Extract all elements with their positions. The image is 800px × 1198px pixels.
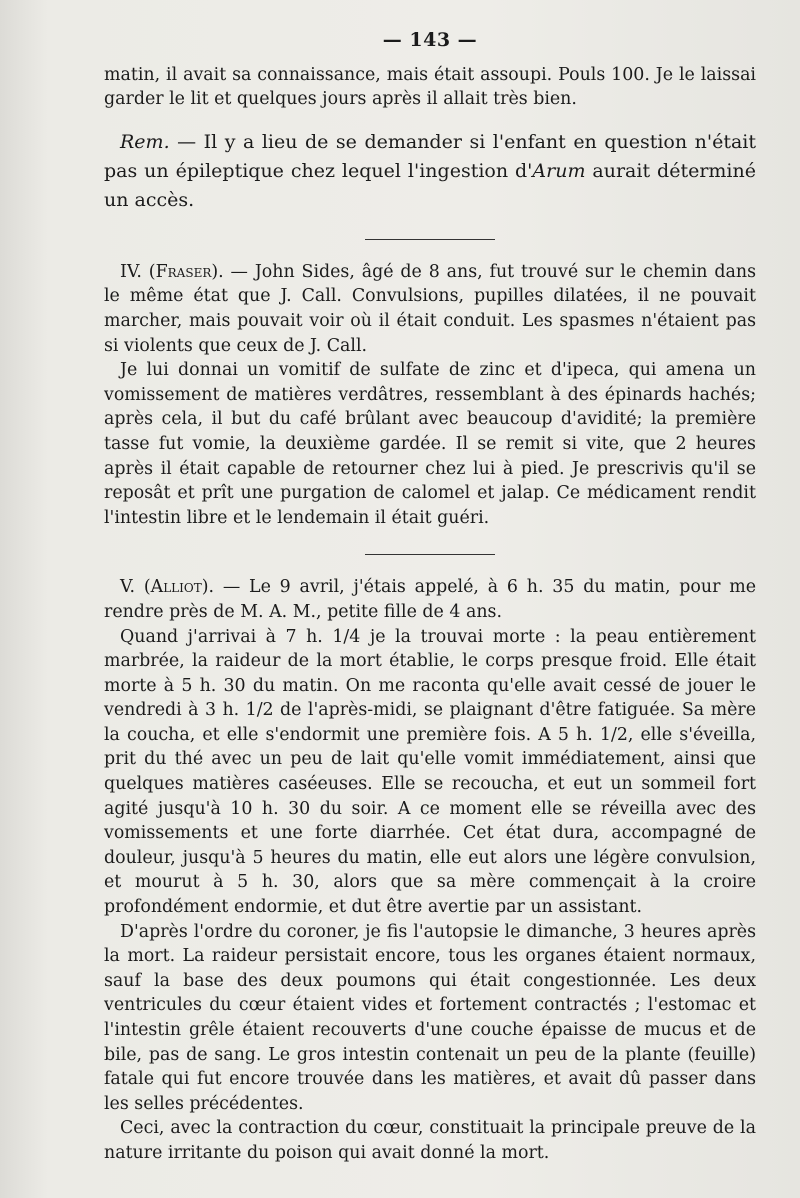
page-content — [104, 28, 756, 1166]
case-v-text: ). — Le 9 avril, j'étais appelé, à 6 h. 35 du matin, pour me rendre près de M. A. M., petite fille de 4 ans. — [104, 577, 756, 622]
remark-label: Rem. — [120, 130, 170, 153]
section-divider — [365, 239, 495, 240]
case-iv-text: ). — John Sides, âgé de 8 ans, fut trouvé sur le chemin dans le même état que J. Call. Convulsions, pupilles dilatées, il ne pouvait marcher, mais pouvait voir où il était conduit. Les spasmes n'étaient pas si violents que ceux de J. Call. — [104, 261, 756, 356]
paragraph-continuation: matin, il avait sa connaissance, mais était assoupi. Pouls 100. Je le laissai garder le lit et quelques jours après il allait très bien. — [104, 64, 756, 110]
case-v-conclusion: Ceci, avec la contraction du cœur, constituait la principale preuve de la nature irritante du poison qui avait donné la mort. — [104, 1118, 756, 1163]
remark-text-a: — Il y a lieu de se demander si l'enfant en question n'était pas un épileptique chez lequel l'ingestion d' — [104, 130, 756, 182]
page-number: — 143 — — [382, 29, 478, 51]
section-divider-2 — [365, 554, 495, 555]
case-iv-paragraph — [104, 260, 756, 358]
case-v-number: V. ( — [120, 577, 151, 598]
case-v-paragraph — [104, 575, 756, 624]
remark-text-b: aurait déterminé un accès. — [104, 159, 756, 211]
case-v-autopsy: D'après l'ordre du coroner, je fis l'autopsie le dimanche, 3 heures après la mort. La raideur persistait encore, tous les organes étaient normaux, sauf la base des deux poumons qui était congestionnée. Les deux ventricules du cœur étaient vides et fortement contractés ; l'estomac et l'intestin grêle étaient recouverts d'une couche épaisse de mucus et de bile, pas de sang. Le gros intestin contenait un peu de la plante (feuille) fatale qui fut encore trouvée dans les matières, et avait dû passer dans les selles précédentes. — [104, 921, 756, 1114]
case-v-narrative: Quand j'arrivai à 7 h. 1/4 je la trouvai morte : la peau entièrement marbrée, la raideur de la mort établie, le corps presque froid. Elle était morte à 5 h. 30 du matin. On me raconta qu'elle avait cessé de jouer le vendredi à 3 h. 1/2 de l'après-midi, se plaignant d'être fatiguée. Sa mère la coucha, et elle s'endormit une première fois. A 5 h. 1/2, elle s'éveilla, prit du thé avec un peu de lait qu'elle vomit immédiatement, ainsi que quelques matières caséeuses. Elle se recoucha, et eut un sommeil fort agité jusqu'à 10 h. 30 du soir. A ce moment elle se réveilla avec des vomissements et une forte diarrhée. Cet état dura, accompagné de douleur, jusqu'à 5 heures du matin, elle eut alors une légère convulsion, et mourut à 5 h. 30, alors que sa mère commençait à la croire profondément endormie, et dut être avertie par un assistant. — [104, 626, 756, 918]
case-iv-treatment: Je lui donnai un vomitif de sulfate de zinc et d'ipeca, qui amena un vomissement de matières verdâtres, ressemblant à des épinards hachés; après cela, il but du café brûlant avec beaucoup d'avidité; la première tasse fut vomie, la deuxième gardée. Il se remit si vite, que 2 heures après il était capable de retourner chez lui à pied. Je prescrivis qu'il se reposât et prît une purgation de calomel et jalap. Ce médicament rendit l'intestin libre et le lendemain il était guéri. — [104, 360, 756, 528]
remark-paragraph — [104, 128, 756, 215]
case-iv-author: Fraser — [155, 261, 212, 282]
case-iv-number: IV. ( — [120, 261, 156, 282]
case-v-author: Alliot — [150, 577, 202, 598]
arum-term: Arum — [532, 159, 586, 182]
